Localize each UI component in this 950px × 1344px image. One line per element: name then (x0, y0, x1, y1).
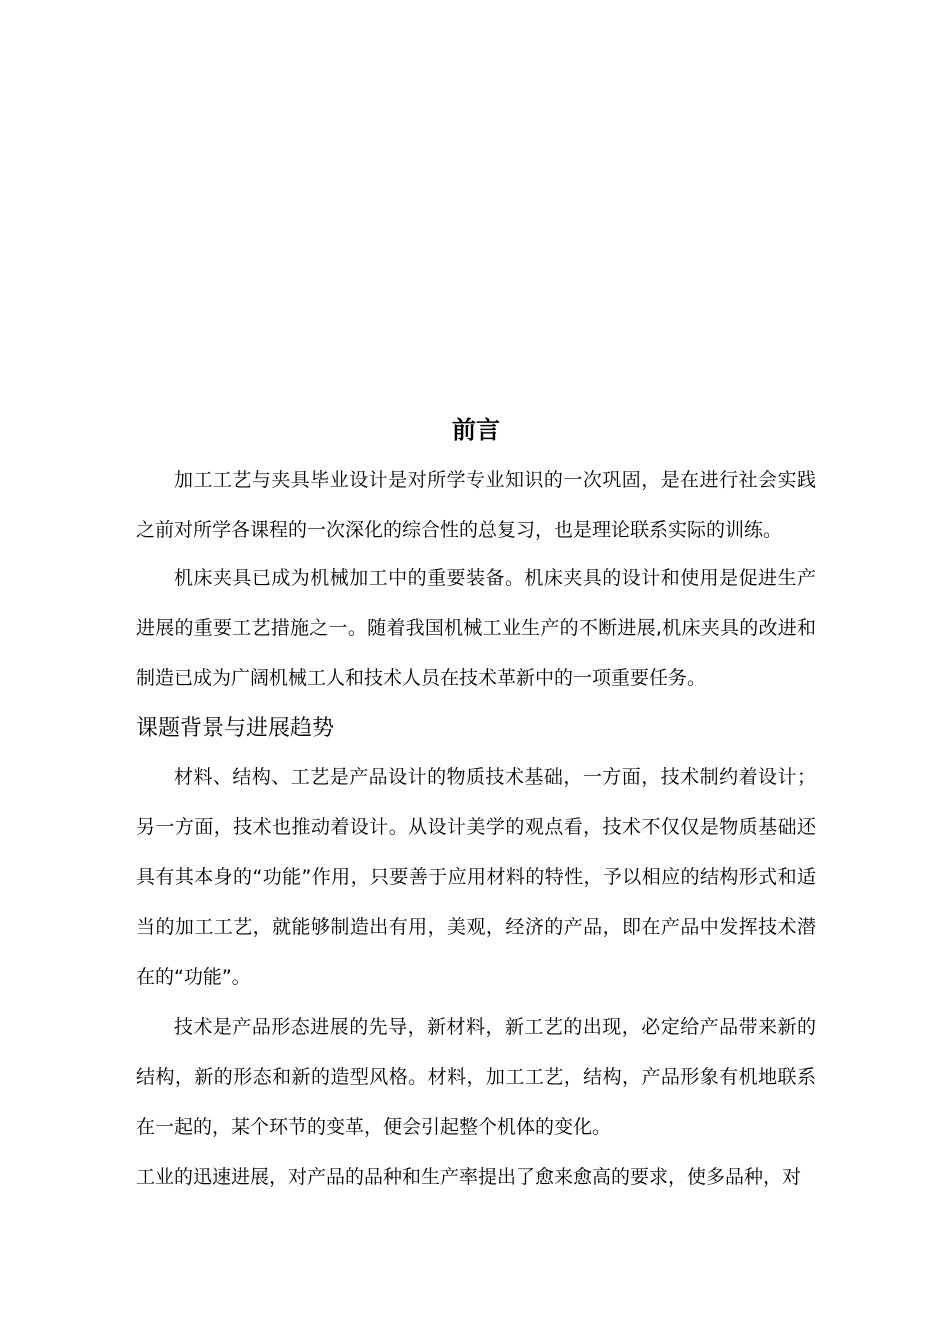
section-paragraph-1: 材料、结构、工艺是产品设计的物质技术基础，一方面，技术制约着设计；另一方面，技术也推动着设计。从设计美学的观点看，技术不仅仅是物质基础还具有其本身的“功能”作用，只要善于应用材料的特性，予以相应的结构形式和适当的加工工艺，就能够制造出有用，美观，经济的产品，即在产品中发挥技术潜在的“功能”。 (136, 766, 816, 988)
intro-paragraph-1: 加工工艺与夹具毕业设计是对所学专业知识的一次巩固，是在进行社会实践之前对所学各课程的一次深化的综合性的总复习，也是理论联系实际的训练。 (136, 469, 816, 541)
document-title: 前言 (452, 416, 500, 444)
intro-paragraph-2: 机床夹具已成为机械加工中的重要装备。机床夹具的设计和使用是促进生产进展的重要工艺措施之一。随着我国机械工业生产的不断进展,机床夹具的改进和制造已成为广阔机械工人和技术人员在技术革新中的一项重要任务。 (136, 567, 816, 689)
document-page (136, 0, 816, 1344)
section-paragraph-3: 工业的迅速进展，对产品的品种和生产率提出了愈来愈高的要求，使多品种，对 (136, 1166, 802, 1188)
section-paragraph-2: 技术是产品形态进展的先导，新材料，新工艺的出现，必定给产品带来新的结构，新的形态和新的造型风格。材料，加工工艺，结构，产品形象有机地联系在一起的，某个环节的变革，便会引起整个机体的变化。 (136, 1016, 816, 1138)
section-heading: 课题背景与进展趋势 (136, 716, 335, 741)
